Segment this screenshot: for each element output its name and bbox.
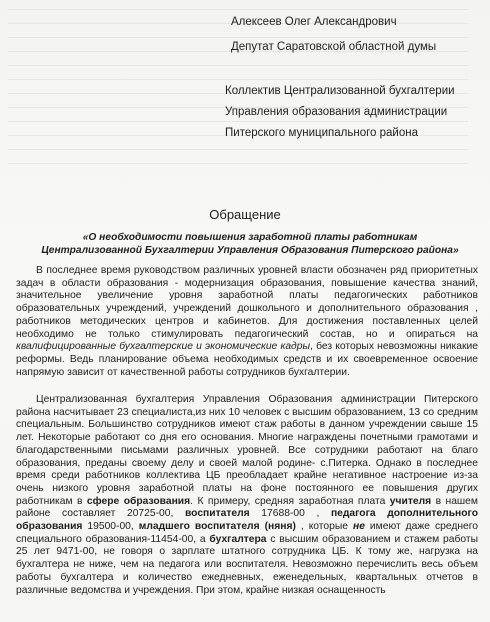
paragraph-2-part-5: 19500-00, bbox=[82, 521, 139, 533]
paragraph-2-bold-3: воспитателя bbox=[184, 508, 250, 520]
paragraph-2 bbox=[16, 394, 478, 597]
paragraph-2-part-6: , которые bbox=[295, 521, 353, 533]
recipient-position: Депутат Саратовской областной думы bbox=[231, 41, 437, 53]
paragraph-2-bold-1: сфере образования bbox=[86, 495, 191, 507]
paragraph-1-text-a: В последнее время руководством различных уровней власти обозначен ряд приоритетных задач в области образования - модернизация образования, повышение качества знаний, значительное увеличение уровня заработной платы педагогических работников образовательных учреждений, учреждений дошкольного и дополнительного образования , работников методических центров и кабинетов. Для достижения поставленных целей необходимо не только стимулировать педагогический состав, но и опираться на bbox=[16, 265, 478, 340]
sender-line-3: Питерского муниципального района bbox=[225, 127, 418, 139]
paragraph-2-bold-6: бухгалтера bbox=[209, 533, 267, 545]
paragraph-2-part-1: Централизованная бухгалтерия Управления Образования администрации Питерского района насчитывает 23 специалиста,из них 10 человек с высшим образованием, 13 со средним специальным. Большинство сотрудников имеют стаж работы в данном учреждении свыше 15 лет. Некоторые работают со дня его основания. Многие награждены почетными грамотами и благодарственными письмами различных уровней. Все сотрудники работают на благо образования, преданы своему делу и своей малой родине- с.Питерка. Однако в последнее время среди работников коллектива ЦБ преобладает крайне негативное настроение из-за очень низкого уровня заработной платы на фоне постоянного ее повышения других работникам в bbox=[16, 394, 478, 507]
recipient-name: Алексеев Олег Александрович bbox=[231, 16, 397, 28]
subject-line-1: «О необходимости повышения заработной платы работникам bbox=[82, 232, 418, 243]
paragraph-2-bold-4: педагога дополнительного образования bbox=[16, 508, 478, 533]
paragraph-2-part-2: . К примеру, средняя заработная плата bbox=[190, 495, 390, 507]
sender-line-2: Управления образования администрации bbox=[225, 106, 448, 118]
paragraph-1-text-b: , без которых невозможны никакие реформы. Ведь планирование объема необходимых средств и их своевременное освоение напрямую зависит от качественной работы сотрудников бухгалтерии. bbox=[16, 341, 478, 378]
sender-line-1: Коллектив Централизованной бухгалтерии bbox=[225, 85, 455, 97]
paragraph-2-part-4: 17688-00 , bbox=[249, 508, 331, 520]
paragraph-1-italic-phrase: квалифицированные бухгалтерские и экономические кадры bbox=[16, 341, 311, 353]
paragraph-2-part-7: имеют даже среднего специального образования-11454-00, а bbox=[16, 521, 478, 545]
paragraph-2-bold-italic-1: не bbox=[352, 521, 365, 533]
subject-line-2: Централизованной Бухгалтерии Управления Образования Питерского района» bbox=[41, 245, 459, 256]
paragraph-1 bbox=[16, 265, 478, 379]
paragraph-2-part-8: с высшим образованием и стажем работы 25 лет 9471-00, не говоря о зарплате штатного сотрудника ЦБ. К тому же, нагрузка на бухгалтера не ниже, чем на педагога или воспитателя. Невозможно перечислить весь объем работы бухгалтера и количество ежедневных, еженедельных, квартальных отчетов в различные ведомства и учреждения. При этом, крайне низкая оснащенность bbox=[16, 533, 478, 596]
paragraph-2-bold-5: младшего воспитателя (няня) bbox=[138, 521, 296, 533]
document-title: Обращение bbox=[209, 207, 281, 222]
document-subject bbox=[20, 231, 480, 257]
paragraph-2-bold-2: учителя bbox=[389, 495, 432, 507]
paragraph-2-part-3: в нашем районе составляет 20725-00, bbox=[16, 495, 478, 520]
